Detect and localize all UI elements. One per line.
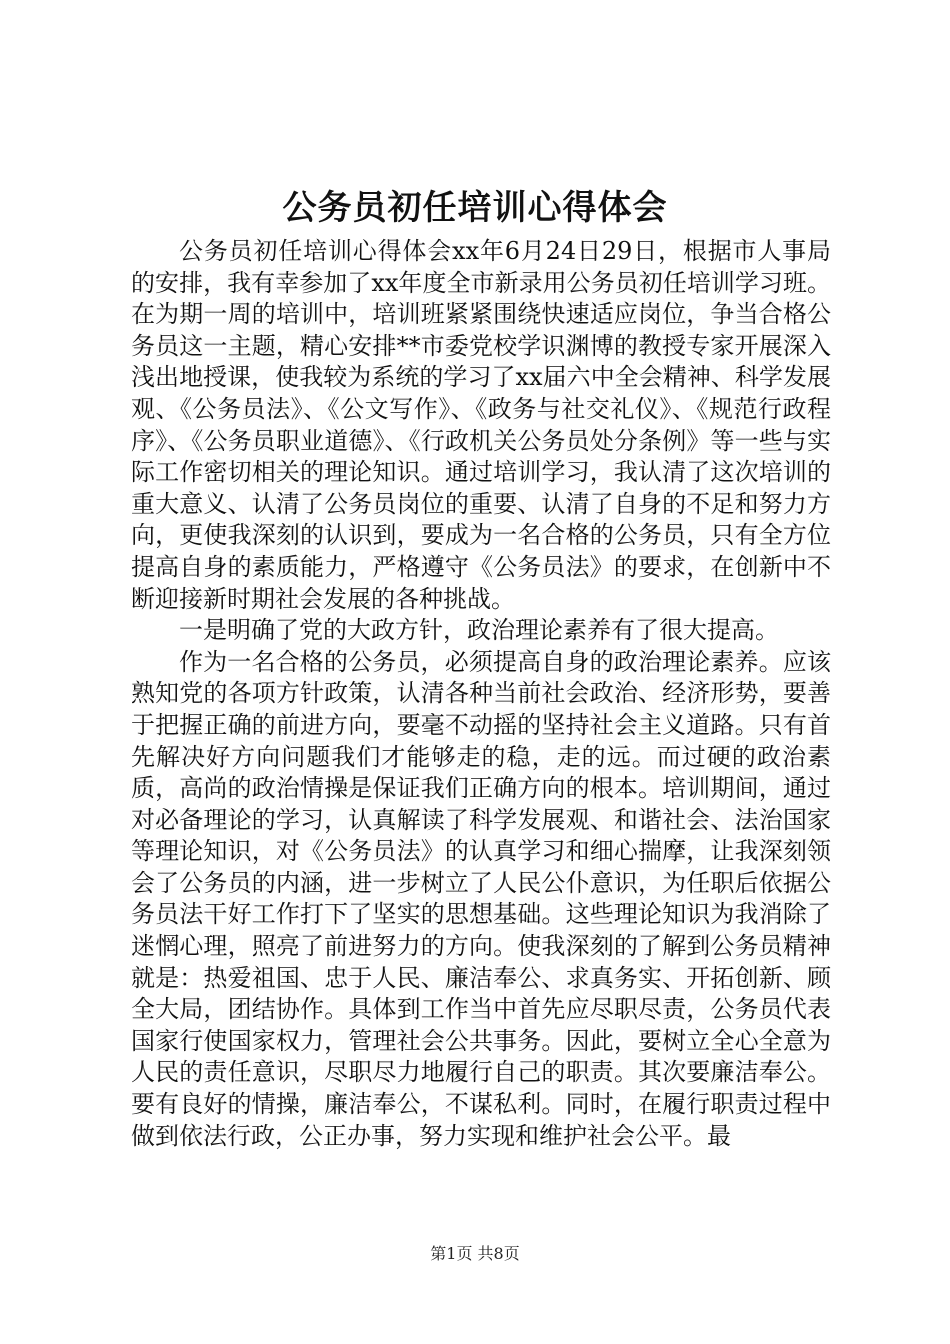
paragraph-intro: 公务员初任培训心得体会xx年6月24日29日，根据市人事局的安排，我有幸参加了xx年度全市新录用公务员初任培训学习班。在为期一周的培训中，培训班紧紧围绕快速适应岗位，争当合格公务员这一主题，精心安排**市委党校学识渊博的教授专家开展深入浅出地授课，使我较为系统的学习了xx届六中全会精神、科学发展观、《公务员法》、《公文写作》、《政务与社交礼仪》、《规范行政程序》、《公务员职业道德》、《行政机关公务员处分条例》等一些与实际工作密切相关的理论知识。通过培训学习，我认清了这次培训的重大意义、认清了公务员岗位的重要、认清了自身的不足和努力方向，更使我深刻的认识到，要成为一名合格的公务员，只有全方位提高自身的素质能力，严格遵守《公务员法》的要求，在创新中不断迎接新时期社会发展的各种挑战。: [131, 237, 831, 613]
paragraph-point-one: 一是明确了党的大政方针，政治理论素养有了很大提高。: [179, 616, 779, 645]
page-footer: 第1页 共8页: [430, 1244, 520, 1263]
document-title: 公务员初任培训心得体会: [282, 188, 668, 228]
document-body: [131, 236, 831, 1152]
paragraph-political-theory: 作为一名合格的公务员，必须提高自身的政治理论素养。应该熟知党的各项方针政策，认清各种当前社会政治、经济形势，要善于把握正确的前进方向，要毫不动摇的坚持社会主义道路。只有首先解决好方向问题我们才能够走的稳，走的远。而过硬的政治素质，高尚的政治情操是保证我们正确方向的根本。培训期间，通过对必备理论的学习，认真解读了科学发展观、和谐社会、法治国家等理论知识，对《公务员法》的认真学习和细心揣摩，让我深刻领会了公务员的内涵，进一步树立了人民公仆意识，为任职后依据公务员法干好工作打下了坚实的思想基础。这些理论知识为我消除了迷惘心理，照亮了前进努力的方向。使我深刻的了解到公务员精神就是：热爱祖国、忠于人民、廉洁奉公、求真务实、开拓创新、顾全大局，团结协作。具体到工作当中首先应尽职尽责，公务员代表国家行使国家权力，管理社会公共事务。因此，要树立全心全意为人民的责任意识，尽职尽力地履行自己的职责。其次要廉洁奉公。要有良好的情操，廉洁奉公，不谋私利。同时，在履行职责过程中做到依法行政，公正办事，努力实现和维护社会公平。最: [131, 647, 831, 1150]
